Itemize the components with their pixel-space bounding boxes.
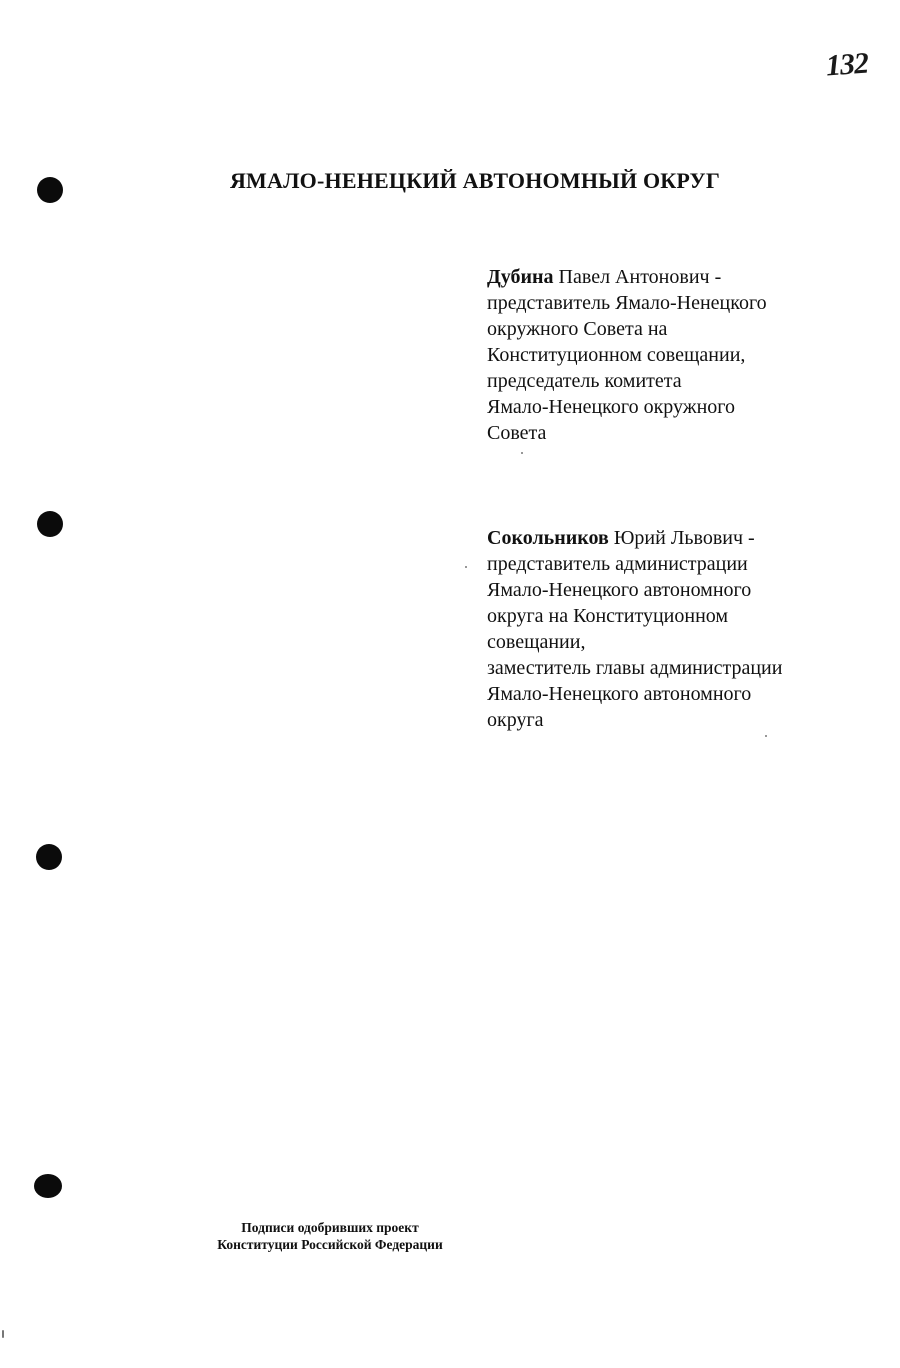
person-description-line: Ямало-Ненецкого автономного (487, 683, 752, 705)
person-description-line: Ямало-Ненецкого автономного (487, 579, 752, 601)
person-name-rest: Павел Антонович - (553, 266, 722, 288)
person-name-line (487, 264, 887, 290)
person-surname: Сокольников (487, 527, 609, 549)
person-description-line: округа на Конституционном (487, 605, 729, 627)
person-description-line: совещании, (487, 631, 586, 653)
punch-hole (37, 511, 63, 537)
person-description-line: округа (487, 709, 544, 731)
person-description-line: заместитель главы администрации (487, 657, 783, 679)
person-description-line: председатель комитета (487, 370, 682, 392)
person-description-line: представитель Ямало-Ненецкого (487, 292, 767, 314)
footer-caption (180, 1219, 480, 1253)
person-description-line: представитель администрации (487, 553, 748, 575)
scan-speck (465, 566, 467, 568)
punch-hole (34, 1174, 62, 1198)
person-name-rest: Юрий Львович - (608, 527, 755, 549)
person-name-line (487, 525, 887, 551)
footer-line: Конституции Российской Федерации (217, 1237, 443, 1252)
person-description-line: Совета (487, 422, 547, 444)
scan-speck (2, 1330, 4, 1338)
handwritten-page-number: 132 (824, 46, 870, 83)
page-heading: ЯМАЛО-НЕНЕЦКИЙ АВТОНОМНЫЙ ОКРУГ (229, 168, 721, 193)
scan-speck (765, 735, 767, 737)
punch-hole (36, 844, 62, 870)
person-description-line: Ямало-Ненецкого окружного (487, 396, 735, 418)
person-surname: Дубина (487, 266, 554, 288)
person-description-line: Конституционном совещании, (487, 344, 746, 366)
person-entry-dubina (487, 264, 887, 446)
person-description-line: окружного Совета на (487, 318, 668, 340)
person-entry-sokolnikov (487, 525, 887, 733)
footer-line: Подписи одобривших проект (241, 1220, 419, 1235)
scan-speck (521, 452, 523, 454)
